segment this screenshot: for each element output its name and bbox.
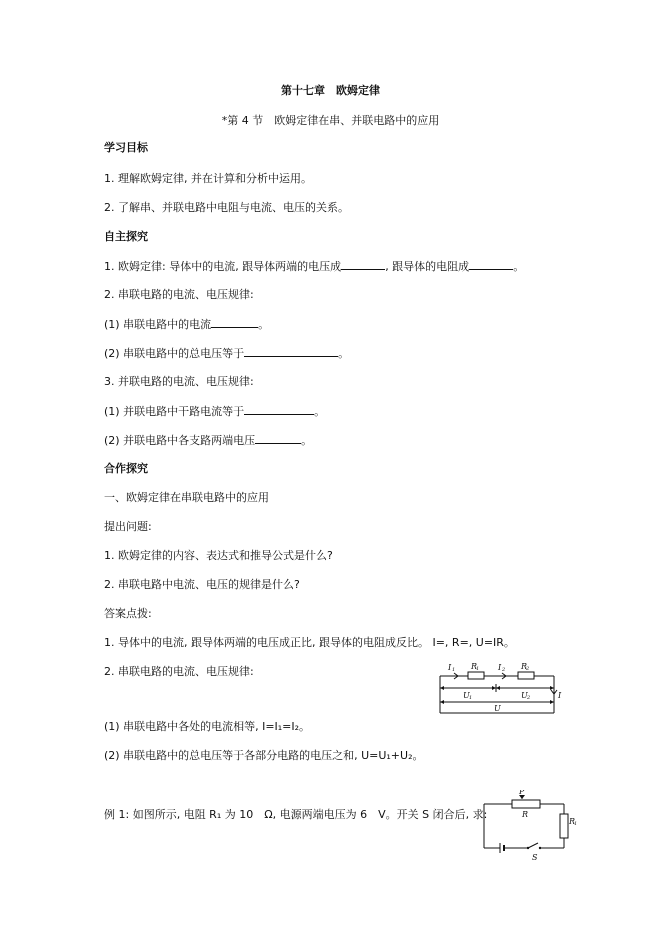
self-study-heading: 自主探究 [104, 230, 148, 243]
coop-ask-2: 2. 串联电路中电流、电压的规律是什么? [104, 578, 300, 591]
self-study-q2-2 [104, 346, 349, 361]
fig1-U: U [494, 704, 501, 713]
q1-middle: , 跟导体的电阻成 [385, 260, 470, 273]
self-study-q3: 3. 并联电路的电流、电压规律: [104, 375, 254, 388]
fig2-R1: R [569, 817, 576, 826]
q2-1-blank[interactable] [211, 317, 258, 328]
q3-2-suffix: 。 [301, 434, 313, 447]
fig1-R2: R [521, 662, 528, 671]
coop-ask-1: 1. 欧姆定律的内容、表达式和推导公式是什么? [104, 549, 333, 562]
goal-item-1: 1. 理解欧姆定律, 并在计算和分析中运用。 [104, 172, 312, 185]
q1-prefix: 1. 欧姆定律: 导体中的电流, 跟导体两端的电压成 [104, 260, 342, 273]
fig2-P: P [519, 790, 525, 796]
series-circuit-figure [430, 658, 570, 720]
coop-heading: 合作探究 [104, 462, 148, 475]
q1-blank-1[interactable] [341, 259, 385, 270]
q2-1-prefix: (1) 串联电路中的电流 [104, 318, 212, 331]
coop-answer-2-2: (2) 串联电路中的总电压等于各部分电路的电压之和, U=U₁+U₂。 [104, 749, 424, 762]
fig1-I1: I [448, 663, 452, 672]
chapter-title: 第十七章 欧姆定律 [281, 84, 380, 97]
self-study-q2-1 [104, 317, 269, 332]
fig2-S: S [532, 853, 538, 862]
fig2-R: R [522, 810, 529, 819]
fig1-U1: U [463, 691, 470, 700]
q2-1-suffix: 。 [258, 318, 270, 331]
fig1-U2-sub: 2 [527, 695, 531, 701]
q3-2-prefix: (2) 并联电路中各支路两端电压 [104, 434, 256, 447]
section-title: *第 4 节 欧姆定律在串、并联电路中的应用 [221, 114, 440, 127]
fig1-I2-sub: 2 [502, 667, 506, 673]
self-study-q3-2 [104, 433, 312, 448]
fig1-R1: R [471, 662, 478, 671]
coop-answer-heading: 答案点拨: [104, 607, 152, 620]
q3-1-prefix: (1) 并联电路中干路电流等于 [104, 405, 245, 418]
fig1-I: I [558, 691, 562, 700]
fig1-R2-sub: 2 [526, 666, 530, 672]
goal-item-2: 2. 了解串、并联电路中电阻与电流、电压的关系。 [104, 201, 349, 214]
q2-2-blank[interactable] [244, 346, 338, 357]
fig1-U1-sub: 1 [469, 695, 473, 701]
coop-answer-2-1: (1) 串联电路中各处的电流相等, I=I₁=I₂。 [104, 720, 311, 733]
fig1-R1-sub: 1 [476, 666, 480, 672]
goals-heading: 学习目标 [104, 141, 148, 154]
coop-ask: 提出问题: [104, 520, 152, 533]
coop-answer-2: 2. 串联电路的电流、电压规律: [104, 665, 254, 678]
rheostat-circuit-figure [478, 790, 578, 864]
q3-2-blank[interactable] [255, 433, 301, 444]
self-study-q2: 2. 串联电路的电流、电压规律: [104, 288, 254, 301]
coop-answer-1: 1. 导体中的电流, 跟导体两端的电压成正比, 跟导体的电阻成反比。 I=, R=, U=IR。 [104, 636, 515, 649]
fig1-I1-sub: 1 [452, 667, 456, 673]
self-study-q3-1 [104, 404, 325, 419]
fig2-R1-sub: 1 [574, 821, 578, 827]
q3-1-suffix: 。 [314, 405, 326, 418]
self-study-q1 [104, 259, 524, 274]
q2-2-prefix: (2) 串联电路中的总电压等于 [104, 347, 245, 360]
q1-blank-2[interactable] [469, 259, 513, 270]
fig1-I2: I [498, 663, 502, 672]
fig1-U2: U [521, 691, 528, 700]
coop-part1: 一、欧姆定律在串联电路中的应用 [104, 491, 269, 504]
q3-1-blank[interactable] [244, 404, 314, 415]
q1-suffix: 。 [513, 260, 525, 273]
example-1: 例 1: 如图所示, 电阻 R₁ 为 10 Ω, 电源两端电压为 6 V。开关 S 闭合后, 求: [104, 808, 488, 821]
q2-2-suffix: 。 [338, 347, 350, 360]
